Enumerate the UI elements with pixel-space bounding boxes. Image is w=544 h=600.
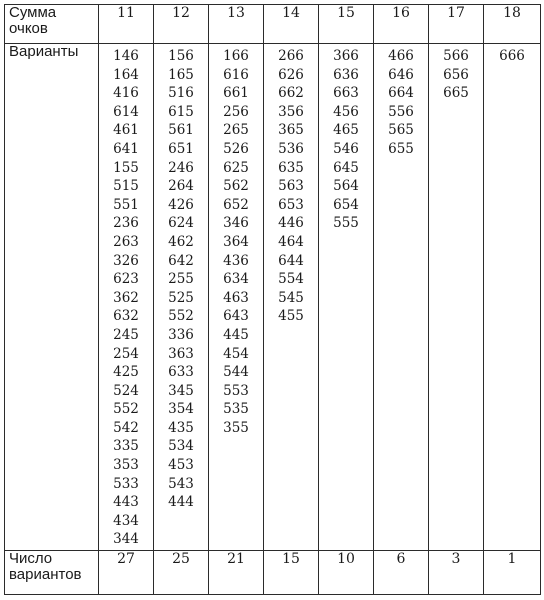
variant-value: 535 <box>223 401 249 418</box>
variant-value: 614 <box>113 103 139 120</box>
sum-17: 17 <box>429 5 484 44</box>
variants-cell-11 <box>99 44 154 551</box>
variant-value: 566 <box>443 48 469 64</box>
variant-value: 254 <box>113 345 139 362</box>
variant-value: 553 <box>223 382 249 399</box>
variant-list <box>484 44 540 66</box>
count-15: 10 <box>319 551 374 595</box>
variant-list <box>264 44 318 326</box>
variant-value: 425 <box>113 364 139 381</box>
variant-value: 344 <box>113 531 139 548</box>
variant-value: 336 <box>168 326 194 343</box>
variant-value: 446 <box>278 215 304 232</box>
variant-value: 634 <box>223 271 249 288</box>
variant-value: 256 <box>223 103 249 120</box>
variant-value: 434 <box>113 512 139 529</box>
variant-value: 624 <box>168 215 194 232</box>
sum-16: 16 <box>374 5 429 44</box>
variant-value: 564 <box>333 178 359 195</box>
sum-18: 18 <box>484 5 541 44</box>
dice-sum-table <box>4 4 541 595</box>
variant-value: 653 <box>278 196 304 213</box>
variant-value: 551 <box>113 196 139 213</box>
variant-list <box>209 44 263 437</box>
variant-value: 655 <box>388 140 414 157</box>
variant-value: 354 <box>168 401 194 418</box>
variant-value: 563 <box>278 178 304 195</box>
variant-value: 524 <box>113 382 139 399</box>
variant-value: 246 <box>168 159 194 176</box>
variant-value: 365 <box>278 122 304 139</box>
variant-value: 426 <box>168 196 194 213</box>
variant-value: 444 <box>168 494 194 511</box>
variant-value: 556 <box>388 103 414 120</box>
variant-value: 651 <box>168 140 194 157</box>
variant-value: 362 <box>113 289 139 306</box>
variant-list <box>429 44 483 103</box>
variant-value: 656 <box>443 66 469 83</box>
variant-value: 636 <box>333 66 359 83</box>
count-row <box>5 551 541 595</box>
sum-13: 13 <box>209 5 264 44</box>
variant-value: 543 <box>168 475 194 492</box>
variant-value: 461 <box>113 122 139 139</box>
variant-value: 345 <box>168 382 194 399</box>
variant-value: 526 <box>223 140 249 157</box>
variant-list <box>154 44 208 512</box>
variant-value: 165 <box>168 66 194 83</box>
variant-value: 464 <box>278 233 304 250</box>
header-row <box>5 5 541 44</box>
variants-cell-16 <box>374 44 429 551</box>
variant-value: 463 <box>223 289 249 306</box>
variant-value: 533 <box>113 475 139 492</box>
variant-value: 555 <box>333 215 359 232</box>
variants-cell-14 <box>264 44 319 551</box>
variant-list <box>319 44 373 233</box>
variant-value: 542 <box>113 419 139 436</box>
variant-value: 435 <box>168 419 194 436</box>
count-13: 21 <box>209 551 264 595</box>
sum-12: 12 <box>154 5 209 44</box>
variant-value: 355 <box>223 419 249 436</box>
variant-value: 364 <box>223 233 249 250</box>
count-16: 6 <box>374 551 429 595</box>
variant-value: 646 <box>388 66 414 83</box>
header-label: Сумма очков <box>5 5 99 44</box>
sum-11: 11 <box>99 5 154 44</box>
variant-value: 456 <box>333 103 359 120</box>
variants-cell-18 <box>484 44 541 551</box>
variant-value: 554 <box>278 271 304 288</box>
count-label: Число вариантов <box>5 551 99 595</box>
variants-row <box>5 44 541 551</box>
variant-value: 644 <box>278 252 304 269</box>
count-14: 15 <box>264 551 319 595</box>
variant-value: 525 <box>168 289 194 306</box>
variant-value: 552 <box>168 308 194 325</box>
variant-value: 326 <box>113 252 139 269</box>
variant-value: 455 <box>278 308 304 325</box>
variant-value: 632 <box>113 308 139 325</box>
variant-value: 465 <box>333 122 359 139</box>
variant-value: 265 <box>223 122 249 139</box>
variant-value: 661 <box>223 85 249 102</box>
variant-value: 664 <box>388 85 414 102</box>
variants-cell-13 <box>209 44 264 551</box>
variant-value: 544 <box>223 364 249 381</box>
variant-value: 335 <box>113 438 139 455</box>
count-12: 25 <box>154 551 209 595</box>
variant-value: 643 <box>223 308 249 325</box>
variants-cell-17 <box>429 44 484 551</box>
variant-value: 443 <box>113 494 139 511</box>
variants-label: Варианты <box>5 44 99 551</box>
variants-cell-12 <box>154 44 209 551</box>
variant-value: 665 <box>443 85 469 102</box>
variant-value: 562 <box>223 178 249 195</box>
variant-list <box>99 44 153 549</box>
variant-value: 616 <box>223 66 249 83</box>
variant-value: 546 <box>333 140 359 157</box>
variant-value: 635 <box>278 159 304 176</box>
variant-value: 565 <box>388 122 414 139</box>
variant-value: 146 <box>113 48 139 64</box>
variant-value: 353 <box>113 457 139 474</box>
variant-value: 346 <box>223 215 249 232</box>
variant-value: 366 <box>333 48 359 64</box>
variant-value: 633 <box>168 364 194 381</box>
variant-value: 516 <box>168 85 194 102</box>
variant-value: 453 <box>168 457 194 474</box>
variant-value: 645 <box>333 159 359 176</box>
variant-value: 356 <box>278 103 304 120</box>
variant-value: 363 <box>168 345 194 362</box>
variant-value: 561 <box>168 122 194 139</box>
variant-value: 266 <box>278 48 304 64</box>
variant-value: 416 <box>113 85 139 102</box>
variant-value: 263 <box>113 233 139 250</box>
sum-15: 15 <box>319 5 374 44</box>
variant-list <box>374 44 428 159</box>
variant-value: 445 <box>223 326 249 343</box>
variant-value: 164 <box>113 66 139 83</box>
variant-value: 536 <box>278 140 304 157</box>
variant-value: 652 <box>223 196 249 213</box>
variant-value: 462 <box>168 233 194 250</box>
count-17: 3 <box>429 551 484 595</box>
variant-value: 623 <box>113 271 139 288</box>
variant-value: 166 <box>223 48 249 64</box>
variant-value: 515 <box>113 178 139 195</box>
variant-value: 466 <box>388 48 414 64</box>
variant-value: 552 <box>113 401 139 418</box>
count-18: 1 <box>484 551 541 595</box>
variant-value: 156 <box>168 48 194 64</box>
variant-value: 663 <box>333 85 359 102</box>
count-11: 27 <box>99 551 154 595</box>
variant-value: 626 <box>278 66 304 83</box>
variant-value: 625 <box>223 159 249 176</box>
variant-value: 666 <box>499 48 525 64</box>
variant-value: 654 <box>333 196 359 213</box>
variant-value: 255 <box>168 271 194 288</box>
variant-value: 155 <box>113 159 139 176</box>
variant-value: 545 <box>278 289 304 306</box>
variant-value: 662 <box>278 85 304 102</box>
variant-value: 236 <box>113 215 139 232</box>
variants-cell-15 <box>319 44 374 551</box>
variant-value: 642 <box>168 252 194 269</box>
variant-value: 454 <box>223 345 249 362</box>
variant-value: 641 <box>113 140 139 157</box>
variant-value: 245 <box>113 326 139 343</box>
variant-value: 436 <box>223 252 249 269</box>
sum-14: 14 <box>264 5 319 44</box>
variant-value: 615 <box>168 103 194 120</box>
variant-value: 534 <box>168 438 194 455</box>
variant-value: 264 <box>168 178 194 195</box>
